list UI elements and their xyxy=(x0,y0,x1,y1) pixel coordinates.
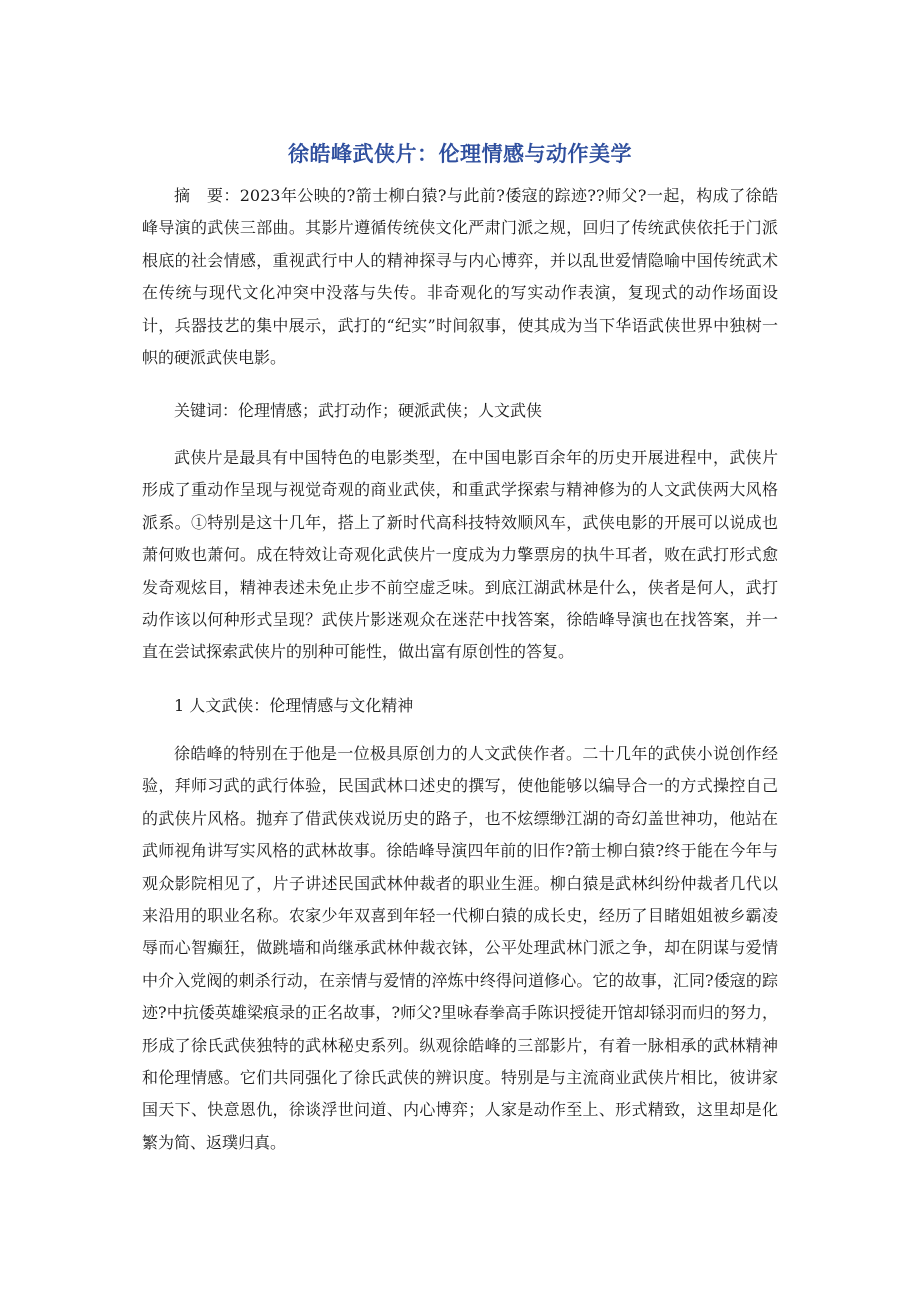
abstract-paragraph: 摘 要：2023年公映的?箭士柳白猿?与此前?倭寇的踪迹??师父?一起，构成了徐皓峰导演的武侠三部曲。其影片遵循传统侠文化严肃门派之规，回归了传统武侠依托于门派根底的社会情感，重视武行中人的精神探寻与内心博弈，并以乱世爱情隐喻中国传统武术在传统与现代文化冲突中没落与失传。非奇观化的写实动作表演，复现式的动作场面设计，兵器技艺的集中展示，武打的“纪实”时间叙事，使其成为当下华语武侠世界中独树一帜的硬派武侠电影。 xyxy=(142,186,778,368)
body-paragraph-1: 武侠片是最具有中国特色的电影类型，在中国电影百余年的历史开展进程中，武侠片形成了重动作呈现与视觉奇观的商业武侠，和重武学探索与精神修为的人文武侠两大风格派系。①特别是这十几年，搭上了新时代高科技特效顺风车，武侠电影的开展可以说成也萧何败也萧何。成在特效让奇观化武侠片一度成为力擎票房的执牛耳者，败在武打形式愈发奇观炫目，精神表述未免止步不前空虚乏味。到底江湖武林是什么，侠者是何人，武打动作该以何种形式呈现？武侠片影迷观众在迷茫中找答案，徐皓峰导演也在找答案，并一直在尝试探索武侠片的别种可能性，做出富有原创性的答复。 xyxy=(142,448,778,662)
section-heading-1: 1 人文武侠：伦理情感与文化精神 xyxy=(174,696,414,715)
paper-title: 徐皓峰武侠片：伦理情感与动作美学 xyxy=(288,142,632,167)
body-paragraph-2: 徐皓峰的特别在于他是一位极具原创力的人文武侠作者。二十几年的武侠小说创作经验，拜师习武的武行体验，民国武林口述史的撰写，使他能够以编导合一的方式操控自己的武侠片风格。抛弃了借武侠戏说历史的路子，也不炫缥缈江湖的奇幻盖世神功，他站在武师视角讲写实风格的武林故事。徐皓峰导演四年前的旧作?箭士柳白猿?终于能在今年与观众影院相见了，片子讲述民国武林仲裁者的职业生涯。柳白猿是武林纠纷仲裁者几代以来沿用的职业名称。农家少年双喜到年轻一代柳白猿的成长史，经历了目睹姐姐被乡霸凌辱而心智癫狂，做跳墙和尚继承武林仲裁衣钵，公平处理武林门派之争，却在阴谋与爱情中介入党阀的刺杀行动，在亲情与爱情的淬炼中终得问道修心。它的故事，汇同?倭寇的踪迹?中抗倭英雄梁痕录的正名故事，?师父?里咏春拳高手陈识授徒开馆却铩羽而归的努力，形成了徐氏武侠独特的武林秘史系列。纵观徐皓峰的三部影片，有着一脉相承的武林精神和伦理情感。它们共同强化了徐氏武侠的辨识度。特别是与主流商业武侠片相比，彼讲家国天下、快意恩仇，徐谈浮世问道、内心博弈；人家是动作至上、形式精致，这里却是化繁为简、返璞归真。 xyxy=(142,744,778,1152)
keywords-line: 关键词：伦理情感；武打动作；硬派武侠；人文武侠 xyxy=(174,401,543,420)
